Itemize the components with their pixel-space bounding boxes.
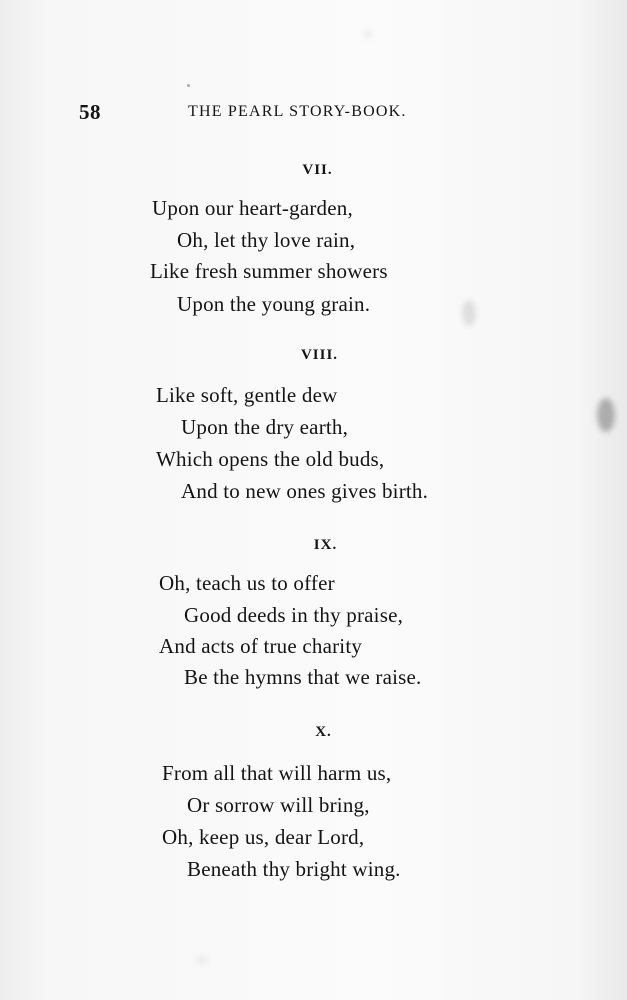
verse-line: Which opens the old buds,	[156, 447, 385, 471]
ink-speck	[195, 955, 209, 965]
verse-line: Oh, let thy love rain,	[177, 228, 356, 252]
stanza-numeral: X.	[315, 724, 332, 740]
verse-line: From all that will harm us,	[162, 761, 392, 785]
verse-line: And to new ones gives birth.	[181, 479, 429, 503]
verse-line: And acts of true charity	[159, 634, 363, 658]
running-head: THE PEARL STORY-BOOK.	[188, 103, 407, 120]
verse-line: Be the hymns that we raise.	[184, 665, 422, 689]
stanza-numeral: IX.	[313, 537, 338, 553]
stanza-numeral: VIII.	[300, 347, 339, 363]
ink-speck	[187, 84, 190, 87]
verse-line: Beneath thy bright wing.	[187, 857, 401, 881]
verse-line: Oh, teach us to offer	[159, 571, 335, 595]
verse-line: Upon the dry earth,	[181, 415, 349, 439]
ink-smudge	[597, 398, 615, 432]
verse-line: Like fresh summer showers	[150, 259, 388, 283]
ink-speck	[364, 30, 372, 38]
verse-line: Good deeds in thy praise,	[184, 603, 404, 627]
verse-line: Oh, keep us, dear Lord,	[162, 825, 365, 849]
ink-smudge	[462, 300, 476, 326]
verse-line: Like soft, gentle dew	[156, 383, 338, 407]
verse-line: Upon the young grain.	[177, 292, 371, 316]
stanza-numeral: VII.	[302, 162, 333, 178]
page-number: 58	[79, 100, 101, 124]
verse-line: Or sorrow will bring,	[187, 793, 370, 817]
verse-line: Upon our heart-garden,	[152, 196, 353, 220]
